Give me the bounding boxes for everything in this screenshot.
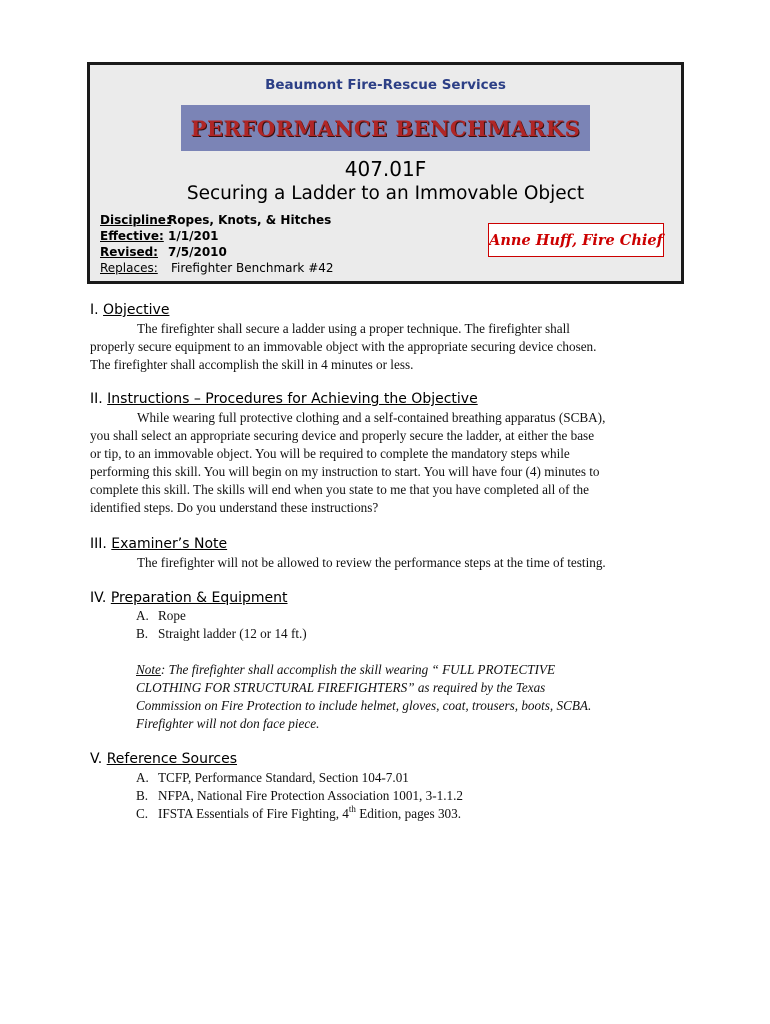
section-title: Objective xyxy=(103,302,170,318)
equipment-note xyxy=(136,661,676,733)
paragraph-line: The firefighter will not be allowed to review the performance steps at the time of testing. xyxy=(137,555,606,570)
section-number: II. xyxy=(90,391,103,407)
benchmark-code: 407.01F xyxy=(344,157,427,181)
meta-label: Effective: xyxy=(100,229,164,243)
section-heading-instructions xyxy=(90,391,478,407)
meta-value: 1/1/201 xyxy=(168,229,219,243)
section-title: Preparation & Equipment xyxy=(110,590,288,606)
document-title: Securing a Ladder to an Immovable Object xyxy=(186,183,585,204)
list-marker: A. xyxy=(136,770,149,785)
section-number: III. xyxy=(90,536,107,552)
list-text xyxy=(158,805,461,823)
list-text: Straight ladder (12 or 14 ft.) xyxy=(158,626,307,641)
note-line xyxy=(136,661,676,679)
list-text: TCFP, Performance Standard, Section 104-7.01 xyxy=(158,770,409,785)
section-title: Reference Sources xyxy=(106,751,238,767)
meta-label: Replaces: xyxy=(100,261,158,275)
list-item xyxy=(136,769,463,787)
list-item xyxy=(136,787,463,805)
list-item xyxy=(136,607,307,625)
meta-value: 7/5/2010 xyxy=(168,245,227,259)
note-line: CLOTHING FOR STRUCTURAL FIREFIGHTERS” as required by the Texas xyxy=(136,680,546,695)
organization-name: Beaumont Fire-Rescue Services xyxy=(265,77,506,93)
instructions-paragraph xyxy=(90,409,690,517)
meta-block xyxy=(100,213,334,277)
list-marker: C. xyxy=(136,806,149,821)
header-box xyxy=(87,62,684,284)
list-text: NFPA, National Fire Protection Association 1001, 3-1.1.2 xyxy=(158,788,464,803)
reference-list xyxy=(136,769,463,823)
paragraph-line: identified steps. Do you understand these instructions? xyxy=(90,500,379,515)
meta-row-effective xyxy=(100,229,334,245)
section-heading-examiner xyxy=(90,536,227,552)
section-heading-preparation xyxy=(90,590,288,606)
paragraph-line: The firefighter shall secure a ladder using a proper technique. The firefighter shall xyxy=(137,321,570,336)
paragraph-line: or tip, to an immovable object. You will be required to complete the mandatory steps while xyxy=(90,446,570,461)
note-line: Commission on Fire Protection to include helmet, gloves, coat, trousers, boots, SCBA. xyxy=(136,698,592,713)
list-marker: B. xyxy=(136,626,149,641)
paragraph-line: While wearing full protective clothing and a self-contained breathing apparatus (SCBA), xyxy=(137,410,606,425)
section-number: V. xyxy=(90,751,103,767)
banner xyxy=(181,105,590,151)
paragraph-line: complete this skill. The skills will end when you state to me that you have completed all of the xyxy=(90,482,589,497)
meta-label: Revised: xyxy=(100,245,158,259)
note-text: : The firefighter shall accomplish the skill wearing “ FULL PROTECTIVE xyxy=(160,662,556,677)
note-line: Firefighter will not don face piece. xyxy=(136,716,320,731)
list-text-tail: Edition, pages 303. xyxy=(355,806,462,821)
list-text: Rope xyxy=(158,608,186,623)
list-marker: B. xyxy=(136,788,149,803)
chief-signature: Anne Huff, Fire Chief xyxy=(488,223,664,257)
banner-title: PERFORMANCE BENCHMARKS xyxy=(190,115,581,141)
list-item xyxy=(136,625,307,643)
section-number: I. xyxy=(90,302,99,318)
section-title: Examiner’s Note xyxy=(111,536,228,552)
section-title: Instructions – Procedures for Achieving the Objective xyxy=(107,391,478,407)
section-number: IV. xyxy=(90,590,107,606)
note-label: Note xyxy=(136,662,161,677)
paragraph-line: properly secure equipment to an immovable object with the appropriate securing device chosen. xyxy=(90,339,597,354)
meta-row-revised xyxy=(100,245,334,261)
objective-paragraph xyxy=(90,320,690,374)
paragraph-line: performing this skill. You will begin on my instruction to start. You will have four (4) minutes to xyxy=(90,464,600,479)
paragraph-line: you shall select an appropriate securing device and properly secure the ladder, at either the base xyxy=(90,428,595,443)
superscript: th xyxy=(348,804,356,814)
meta-label: Discipline: xyxy=(100,213,171,227)
section-heading-references xyxy=(90,751,237,767)
meta-value: Ropes, Knots, & Hitches xyxy=(168,213,332,227)
list-text-main: IFSTA Essentials of Fire Fighting, 4 xyxy=(158,806,349,821)
examiner-paragraph xyxy=(90,554,690,572)
list-marker: A. xyxy=(136,608,149,623)
list-item xyxy=(136,805,463,823)
meta-value: Firefighter Benchmark #42 xyxy=(171,261,334,275)
meta-row-replaces xyxy=(100,261,334,277)
meta-row-discipline xyxy=(100,213,334,229)
equipment-list xyxy=(136,607,307,643)
section-heading-objective xyxy=(90,302,169,318)
paragraph-line: The firefighter shall accomplish the skill in 4 minutes or less. xyxy=(90,357,414,372)
